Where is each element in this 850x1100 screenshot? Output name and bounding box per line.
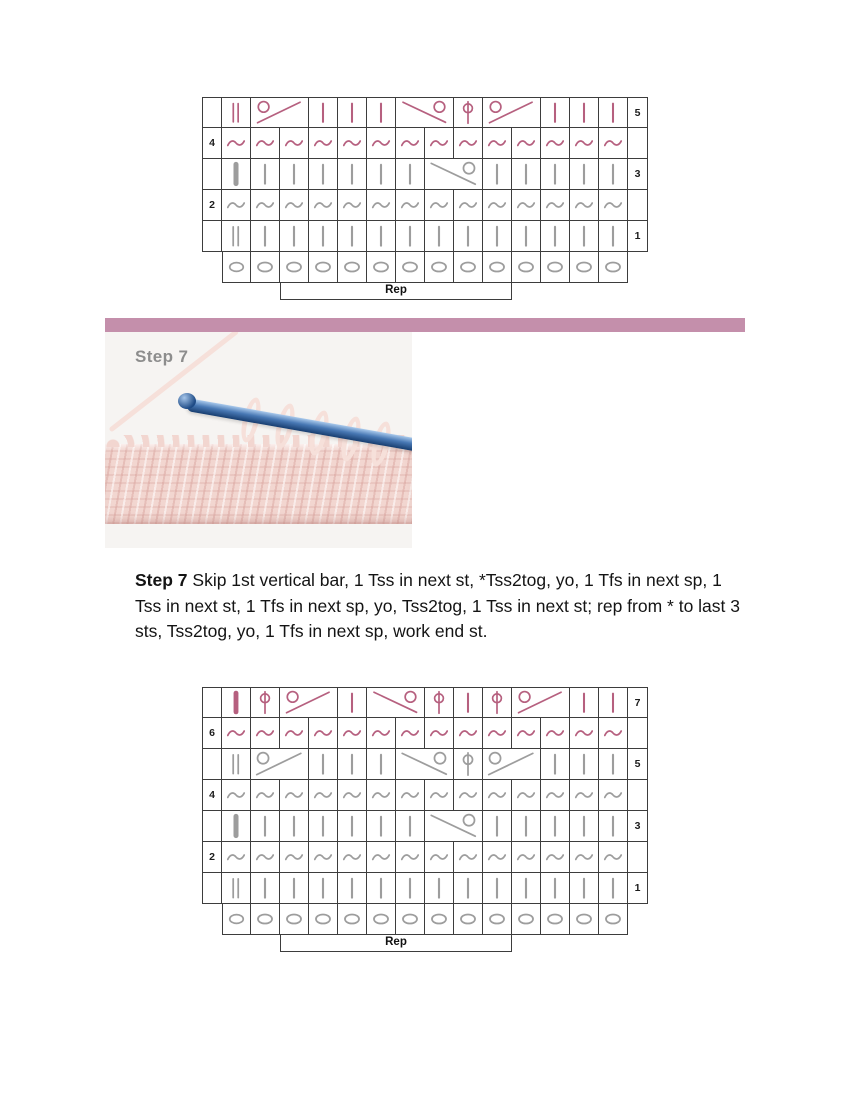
return-pass-icon	[425, 780, 454, 811]
tss-icon	[338, 687, 367, 718]
tss-icon	[251, 811, 280, 842]
tss-icon	[541, 221, 570, 252]
chain-icon	[570, 252, 599, 283]
tfs-icon	[251, 687, 280, 718]
tfs-icon	[454, 749, 483, 780]
return-pass-icon	[251, 128, 280, 159]
tss2tog-yo-icon	[425, 159, 483, 190]
edge-cell	[202, 97, 222, 128]
tss-icon	[338, 749, 367, 780]
edge-cell	[628, 190, 648, 221]
return-pass-icon	[541, 842, 570, 873]
repeat-label: Rep	[385, 936, 407, 949]
return-pass-icon	[309, 718, 338, 749]
tss-icon	[396, 159, 425, 190]
stitch-chart-top	[202, 97, 648, 297]
end-stitch-icon	[222, 749, 251, 780]
return-pass-icon	[280, 780, 309, 811]
tss-icon	[251, 873, 280, 904]
return-pass-icon	[454, 718, 483, 749]
tss-icon	[367, 811, 396, 842]
end-stitch-icon	[222, 97, 251, 128]
stitch-chart-bottom	[202, 687, 648, 949]
tss-icon	[570, 97, 599, 128]
first-bar-icon	[222, 159, 251, 190]
return-pass-icon	[367, 718, 396, 749]
return-pass-icon	[599, 190, 628, 221]
tss-icon	[599, 159, 628, 190]
tss-icon	[367, 97, 396, 128]
tss-icon	[541, 749, 570, 780]
tfs-icon	[425, 687, 454, 718]
tss-icon	[512, 159, 541, 190]
return-pass-icon	[396, 128, 425, 159]
chain-icon	[570, 904, 599, 935]
edge-cell	[202, 749, 222, 780]
return-pass-icon	[599, 718, 628, 749]
tss-icon	[570, 159, 599, 190]
tss-icon	[483, 221, 512, 252]
return-pass-icon	[483, 190, 512, 221]
return-pass-icon	[222, 718, 251, 749]
tss2tog-yo-icon	[367, 687, 425, 718]
row-number: 3	[628, 811, 648, 842]
tss-icon	[541, 159, 570, 190]
tss-icon	[367, 873, 396, 904]
return-pass-icon	[570, 128, 599, 159]
chain-icon	[280, 904, 309, 935]
crochet-fabric	[105, 444, 412, 524]
return-pass-icon	[280, 190, 309, 221]
yo-tss2tog-icon	[512, 687, 570, 718]
edge-cell	[628, 718, 648, 749]
tss-icon	[338, 97, 367, 128]
tss-icon	[309, 159, 338, 190]
chain-icon	[425, 252, 454, 283]
yo-tss2tog-icon	[251, 97, 309, 128]
tss-icon	[570, 749, 599, 780]
return-pass-icon	[483, 780, 512, 811]
return-pass-icon	[309, 190, 338, 221]
yo-tss2tog-icon	[251, 749, 309, 780]
tss-icon	[396, 811, 425, 842]
return-pass-icon	[251, 718, 280, 749]
return-pass-icon	[570, 190, 599, 221]
repeat-bracket	[280, 283, 512, 300]
tss-icon	[483, 873, 512, 904]
row-number: 4	[202, 780, 222, 811]
tss-icon	[570, 811, 599, 842]
return-pass-icon	[570, 718, 599, 749]
return-pass-icon	[570, 780, 599, 811]
tss-icon	[309, 97, 338, 128]
tss-icon	[251, 221, 280, 252]
tss-icon	[280, 221, 309, 252]
return-pass-icon	[222, 780, 251, 811]
row-number: 7	[628, 687, 648, 718]
chain-icon	[599, 252, 628, 283]
chain-icon	[541, 904, 570, 935]
tss-icon	[396, 221, 425, 252]
return-pass-icon	[454, 780, 483, 811]
tss-icon	[425, 221, 454, 252]
tss-icon	[367, 749, 396, 780]
return-pass-icon	[425, 128, 454, 159]
return-pass-icon	[541, 190, 570, 221]
row-number: 6	[202, 718, 222, 749]
tss2tog-yo-icon	[425, 811, 483, 842]
tss-icon	[483, 811, 512, 842]
repeat-label: Rep	[385, 284, 407, 297]
tss-icon	[541, 97, 570, 128]
tss-icon	[512, 811, 541, 842]
chain-icon	[396, 252, 425, 283]
tss-icon	[599, 811, 628, 842]
chain-icon	[251, 252, 280, 283]
tss-icon	[512, 221, 541, 252]
chain-icon	[541, 252, 570, 283]
return-pass-icon	[454, 190, 483, 221]
return-pass-icon	[367, 780, 396, 811]
tss-icon	[309, 811, 338, 842]
tss-icon	[309, 873, 338, 904]
edge-cell	[202, 221, 222, 252]
edge-cell	[628, 842, 648, 873]
return-pass-icon	[338, 128, 367, 159]
row-number: 2	[202, 842, 222, 873]
tss-icon	[454, 687, 483, 718]
chain-icon	[396, 904, 425, 935]
tss-icon	[483, 159, 512, 190]
edge-cell	[202, 873, 222, 904]
return-pass-icon	[367, 190, 396, 221]
row-number: 5	[628, 97, 648, 128]
instruction-body: Skip 1st vertical bar, 1 Tss in next st, *Tss2tog, yo, 1 Tfs in next sp, 1 Tss in next st, 1 Tfs in next sp, yo, Tss2tog, 1 Tss in next st; rep from * to last 3 sts, Tss2tog, yo, 1 Tfs in next sp, work end st.	[135, 570, 740, 641]
tss-icon	[599, 873, 628, 904]
chain-icon	[425, 904, 454, 935]
return-pass-icon	[222, 190, 251, 221]
return-pass-icon	[512, 718, 541, 749]
row-number: 3	[628, 159, 648, 190]
return-pass-icon	[599, 842, 628, 873]
return-pass-icon	[396, 718, 425, 749]
tss-icon	[599, 749, 628, 780]
tss-icon	[570, 221, 599, 252]
return-pass-icon	[280, 128, 309, 159]
return-pass-icon	[338, 842, 367, 873]
row-number: 2	[202, 190, 222, 221]
return-pass-icon	[541, 718, 570, 749]
return-pass-icon	[483, 128, 512, 159]
row-number: 4	[202, 128, 222, 159]
return-pass-icon	[483, 718, 512, 749]
return-pass-icon	[512, 780, 541, 811]
return-pass-icon	[541, 780, 570, 811]
row-number: 5	[628, 749, 648, 780]
yo-tss2tog-icon	[280, 687, 338, 718]
edge-cell	[628, 252, 648, 283]
yo-tss2tog-icon	[483, 749, 541, 780]
tss-icon	[367, 221, 396, 252]
return-pass-icon	[222, 842, 251, 873]
return-pass-icon	[425, 190, 454, 221]
chain-icon	[338, 904, 367, 935]
chain-icon	[367, 904, 396, 935]
tss-icon	[599, 97, 628, 128]
tss-icon	[309, 749, 338, 780]
return-pass-icon	[599, 128, 628, 159]
return-pass-icon	[251, 842, 280, 873]
chain-icon	[222, 904, 251, 935]
return-pass-icon	[222, 128, 251, 159]
chain-icon	[367, 252, 396, 283]
chain-icon	[222, 252, 251, 283]
tss-icon	[570, 873, 599, 904]
tss-icon	[367, 159, 396, 190]
return-pass-icon	[396, 190, 425, 221]
end-stitch-icon	[222, 221, 251, 252]
edge-cell	[628, 128, 648, 159]
chain-icon	[599, 904, 628, 935]
chain-icon	[338, 252, 367, 283]
row-number: 1	[628, 873, 648, 904]
chain-icon	[483, 252, 512, 283]
return-pass-icon	[454, 842, 483, 873]
return-pass-icon	[512, 842, 541, 873]
return-pass-icon	[541, 128, 570, 159]
edge-cell	[628, 780, 648, 811]
return-pass-icon	[309, 780, 338, 811]
return-pass-icon	[396, 842, 425, 873]
chain-icon	[251, 904, 280, 935]
tss-icon	[454, 221, 483, 252]
tss-icon	[396, 873, 425, 904]
chain-icon	[454, 904, 483, 935]
tss-icon	[454, 873, 483, 904]
tss-icon	[280, 873, 309, 904]
tss-icon	[251, 159, 280, 190]
tss-icon	[541, 873, 570, 904]
tss-icon	[599, 221, 628, 252]
return-pass-icon	[338, 780, 367, 811]
return-pass-icon	[512, 128, 541, 159]
tss-icon	[512, 873, 541, 904]
chain-icon	[483, 904, 512, 935]
tss2tog-yo-icon	[396, 749, 454, 780]
crochet-hook-head	[178, 393, 196, 409]
return-pass-icon	[338, 190, 367, 221]
tss-icon	[570, 687, 599, 718]
return-pass-icon	[396, 780, 425, 811]
return-pass-icon	[251, 190, 280, 221]
tss-icon	[280, 159, 309, 190]
tss-icon	[425, 873, 454, 904]
yo-tss2tog-icon	[483, 97, 541, 128]
return-pass-icon	[251, 780, 280, 811]
chain-icon	[309, 252, 338, 283]
edge-cell	[202, 159, 222, 190]
tss-icon	[599, 687, 628, 718]
chain-icon	[512, 252, 541, 283]
tfs-icon	[454, 97, 483, 128]
tss-icon	[338, 873, 367, 904]
section-divider	[105, 318, 745, 332]
instruction-text	[135, 568, 749, 645]
photo-step-label: Step 7	[135, 347, 189, 366]
return-pass-icon	[367, 128, 396, 159]
first-bar-icon	[222, 811, 251, 842]
chain-icon	[280, 252, 309, 283]
chain-icon	[309, 904, 338, 935]
return-pass-icon	[309, 128, 338, 159]
return-pass-icon	[599, 780, 628, 811]
edge-cell	[202, 811, 222, 842]
tss-icon	[338, 221, 367, 252]
first-bar-icon	[222, 687, 251, 718]
edge-cell	[628, 904, 648, 935]
return-pass-icon	[570, 842, 599, 873]
return-pass-icon	[367, 842, 396, 873]
return-pass-icon	[425, 718, 454, 749]
return-pass-icon	[309, 842, 338, 873]
chain-icon	[512, 904, 541, 935]
edge-cell	[202, 687, 222, 718]
tss2tog-yo-icon	[396, 97, 454, 128]
return-pass-icon	[338, 718, 367, 749]
return-pass-icon	[454, 128, 483, 159]
tss-icon	[309, 221, 338, 252]
tfs-icon	[483, 687, 512, 718]
edge-cell	[202, 252, 222, 283]
row-number: 1	[628, 221, 648, 252]
tss-icon	[338, 159, 367, 190]
tss-icon	[280, 811, 309, 842]
return-pass-icon	[425, 842, 454, 873]
edge-cell	[202, 904, 222, 935]
return-pass-icon	[280, 842, 309, 873]
chain-icon	[454, 252, 483, 283]
step-7-photo	[105, 332, 412, 548]
repeat-bracket	[280, 935, 512, 952]
tss-icon	[338, 811, 367, 842]
end-stitch-icon	[222, 873, 251, 904]
return-pass-icon	[280, 718, 309, 749]
tss-icon	[541, 811, 570, 842]
return-pass-icon	[483, 842, 512, 873]
return-pass-icon	[512, 190, 541, 221]
step-label: Step 7	[135, 570, 188, 590]
